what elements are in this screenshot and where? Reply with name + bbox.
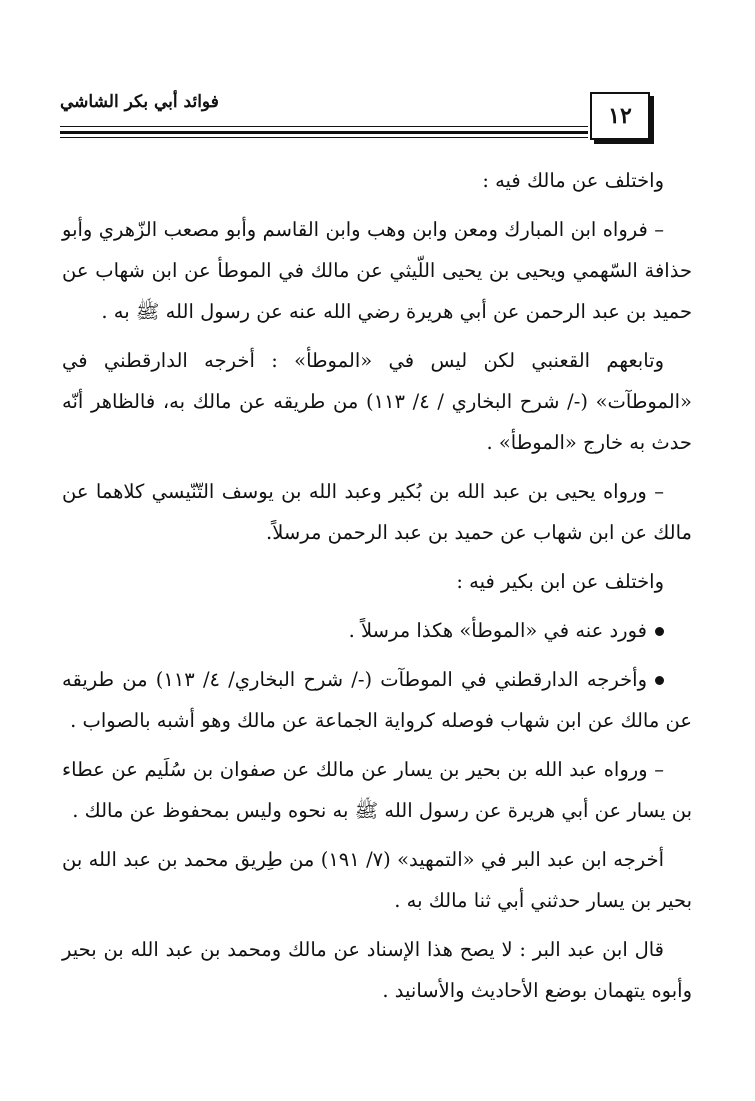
running-header-title: فوائد أبي بكر الشاشي xyxy=(60,92,219,112)
header-rule-top xyxy=(60,126,588,127)
header-rule-middle xyxy=(60,131,588,134)
page-number: ١٢ xyxy=(608,103,632,129)
paragraph: – ورواه يحيى بن عبد الله بن بُكير وعبد الله بن يوسف التّنّيسي كلاهما عن مالك عن ابن شهاب عن حميد بن عبد الرحمن مرسلاً. xyxy=(62,480,692,544)
bullet-icon xyxy=(655,627,664,636)
bullet-text: وأخرجه الدارقطني في الموطآت (-/ شرح البخاري/ ٤/ ١١٣) من طريقه عن مالك عن ابن شهاب فوصله كرواية الجماعة عن مالك وهو أشبه بالصواب . xyxy=(62,668,692,732)
header-rule-bottom xyxy=(60,137,588,138)
bullet-item xyxy=(62,610,692,651)
paragraph: واختلف عن ابن بكير فيه : xyxy=(456,570,664,593)
bullet-icon xyxy=(655,676,664,685)
paragraph: واختلف عن مالك فيه : xyxy=(482,169,664,192)
paragraph: أخرجه ابن عبد البر في «التمهيد» (٧/ ١٩١) من طِريق محمد بن عبد الله بن بحير بن يسار حدثني أبي ثنا مالك به . xyxy=(62,848,692,912)
bullet-item xyxy=(62,659,692,741)
paragraph: وتابعهم القعنبي لكن ليس في «الموطأ» : أخرجه الدارقطني في «الموطآت» (-/ شرح البخاري / ٤/ ١١٣) من طريقه عن مالك به، فالظاهر أنّه حدث به خارج «الموطأ» . xyxy=(62,349,692,454)
paragraph: – فرواه ابن المبارك ومعن وابن وهب وابن القاسم وأبو مصعب الزّهري وأبو حذافة السّهمي ويحيى بن يحيى اللّيثي عن مالك في الموطأ عن ابن شهاب عن حميد بن عبد الرحمن عن أبي هريرة رضي الله عنه عن رسول الله ﷺ به . xyxy=(62,218,692,323)
body-text xyxy=(62,160,692,1019)
page-number-box xyxy=(590,92,650,140)
paragraph: – ورواه عبد الله بن بحير بن يسار عن مالك عن صفوان بن سُلَيم عن عطاء بن يسار عن أبي هريرة عن رسول الله ﷺ به نحوه وليس بمحفوظ عن مالك . xyxy=(62,758,692,822)
paragraph: قال ابن عبد البر : لا يصح هذا الإسناد عن مالك ومحمد بن عبد الله بن بحير وأبوه يتهمان بوضع الأحاديث والأسانيد . xyxy=(62,938,692,1002)
bullet-text: فورد عنه في «الموطأ» هكذا مرسلاً . xyxy=(348,619,647,642)
